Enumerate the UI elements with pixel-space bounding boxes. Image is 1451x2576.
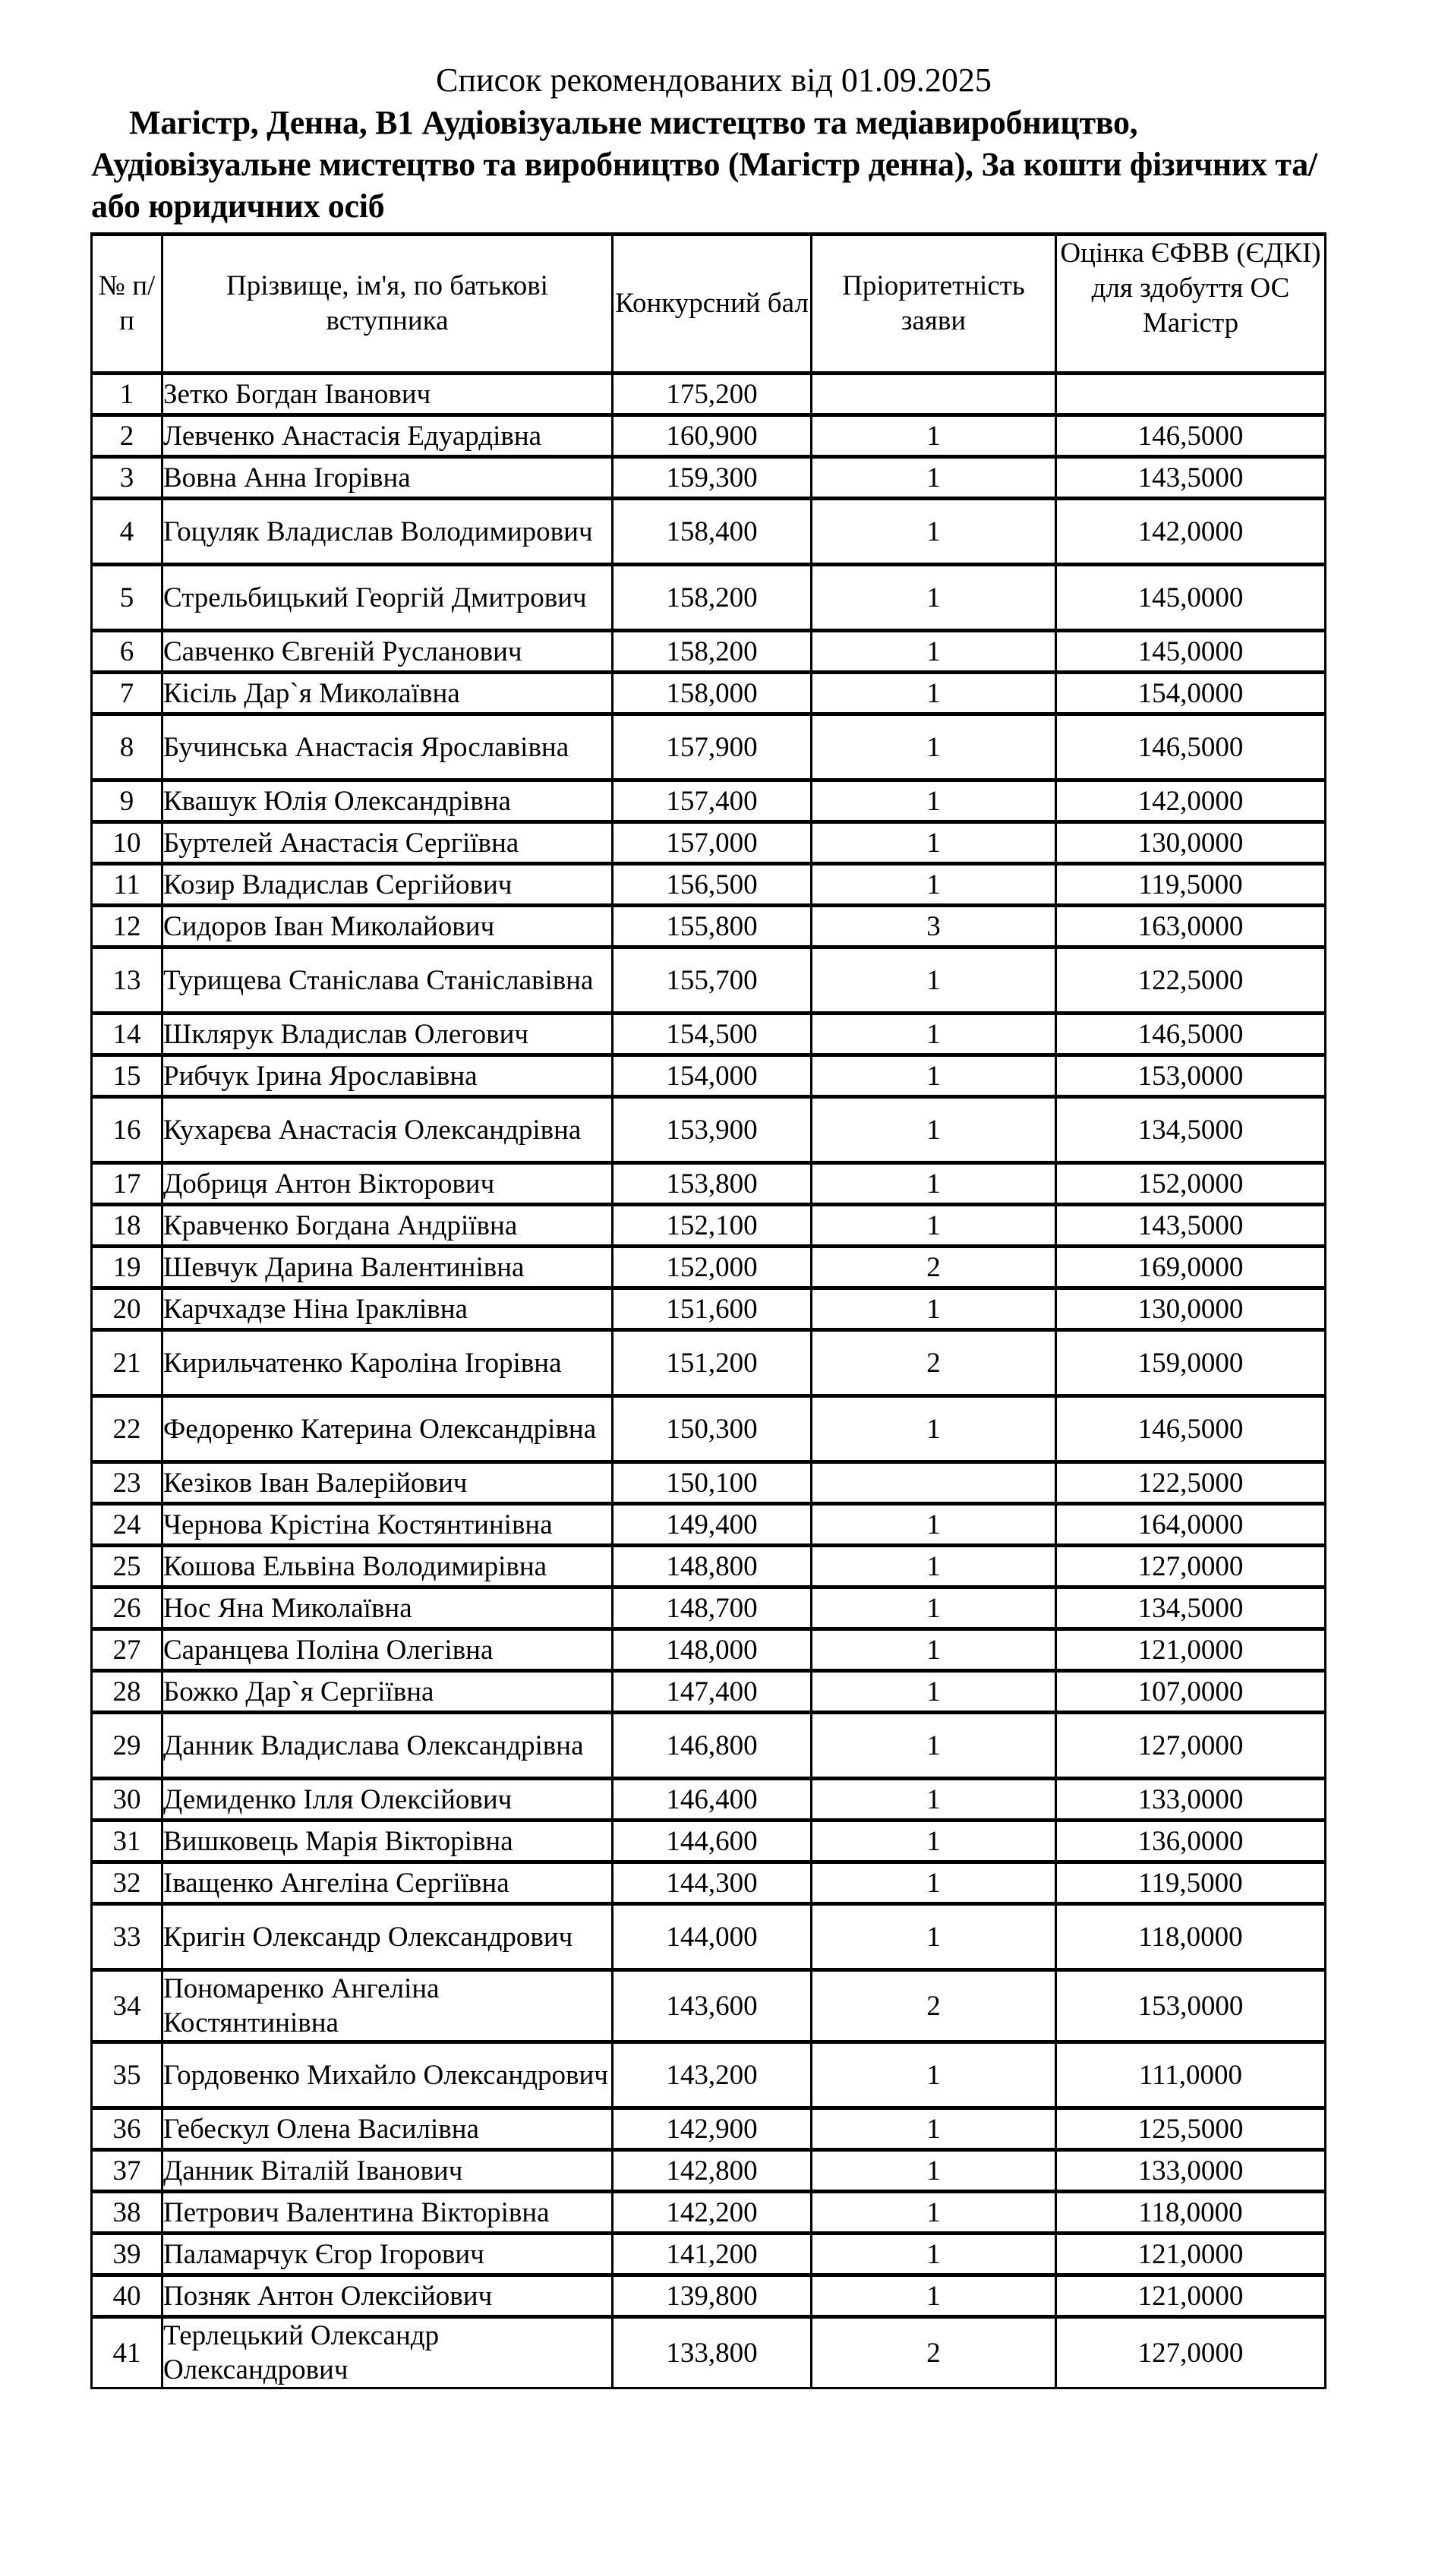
row-number: 24 [92,1504,162,1546]
table-row [92,1713,1326,1779]
exam-score: 136,0000 [1056,1821,1326,1862]
exam-score: 153,0000 [1056,1055,1326,1097]
applicant-name: Шклярук Владислав Олегович [162,1014,613,1055]
table-row [92,1330,1326,1396]
table-row [92,1014,1326,1055]
applicant-name: Буртелей Анастасія Сергіївна [162,822,613,864]
table-row [92,822,1326,864]
competitive-score: 154,000 [613,1055,812,1097]
competitive-score: 154,500 [613,1014,812,1055]
competitive-score: 142,900 [613,2108,812,2150]
exam-score: 159,0000 [1056,1330,1326,1396]
application-priority: 1 [812,1163,1056,1205]
exam-score: 133,0000 [1056,1779,1326,1821]
competitive-score: 152,000 [613,1247,812,1288]
applicant-name: Кирильчатенко Кароліна Ігорівна [162,1330,613,1396]
exam-score: 122,5000 [1056,1462,1326,1504]
row-number: 6 [92,631,162,673]
row-number: 26 [92,1588,162,1629]
exam-score: 118,0000 [1056,2192,1326,2234]
application-priority: 1 [812,631,1056,673]
competitive-score: 158,200 [613,631,812,673]
competitive-score: 148,800 [613,1546,812,1588]
competitive-score: 158,000 [613,673,812,714]
exam-score: 134,5000 [1056,1097,1326,1163]
applicant-name: Гебескул Олена Василівна [162,2108,613,2150]
exam-score: 163,0000 [1056,906,1326,947]
competitive-score: 148,700 [613,1588,812,1629]
applicant-name: Шевчук Дарина Валентинівна [162,1247,613,1288]
application-priority: 1 [812,780,1056,822]
competitive-score: 151,600 [613,1288,812,1330]
competitive-score: 158,200 [613,565,812,631]
competitive-score: 144,000 [613,1904,812,1970]
exam-score: 153,0000 [1056,1970,1326,2042]
row-number: 8 [92,714,162,780]
exam-score: 119,5000 [1056,1862,1326,1904]
application-priority: 1 [812,1546,1056,1588]
exam-score: 152,0000 [1056,1163,1326,1205]
exam-score: 146,5000 [1056,1396,1326,1462]
application-priority: 1 [812,1588,1056,1629]
application-priority: 1 [812,1821,1056,1862]
exam-score: 142,0000 [1056,499,1326,565]
applicant-name: Федоренко Катерина Олександрівна [162,1396,613,1462]
row-number: 5 [92,565,162,631]
applicant-name: Паламарчук Єгор Ігорович [162,2234,613,2275]
row-number: 7 [92,673,162,714]
application-priority: 2 [812,1247,1056,1288]
header-score: Конкурсний бал [613,235,812,374]
exam-score [1056,374,1326,415]
table-row [92,780,1326,822]
exam-score: 127,0000 [1056,1546,1326,1588]
table-row [92,1247,1326,1288]
application-priority: 1 [812,565,1056,631]
applicant-name: Турищева Станіслава Станіславівна [162,947,613,1014]
applicant-name: Гоцуляк Владислав Володимирович [162,499,613,565]
application-priority: 1 [812,822,1056,864]
exam-score: 146,5000 [1056,1014,1326,1055]
application-priority: 1 [812,1014,1056,1055]
applicant-name: Данник Владислава Олександрівна [162,1713,613,1779]
applicant-name: Демиденко Ілля Олексійович [162,1779,613,1821]
application-priority: 1 [812,1629,1056,1671]
applicant-name: Квашук Юлія Олександрівна [162,780,613,822]
row-number: 22 [92,1396,162,1462]
competitive-score: 144,300 [613,1862,812,1904]
table-row [92,374,1326,415]
row-number: 11 [92,864,162,906]
table-row [92,415,1326,457]
table-row [92,1629,1326,1671]
exam-score: 121,0000 [1056,2275,1326,2317]
table-row [92,1904,1326,1970]
application-priority: 1 [812,2042,1056,2108]
applicant-name: Левченко Анастасія Едуардівна [162,415,613,457]
table-row [92,906,1326,947]
application-priority: 1 [812,864,1056,906]
row-number: 37 [92,2150,162,2192]
exam-score: 121,0000 [1056,1629,1326,1671]
competitive-score: 139,800 [613,2275,812,2317]
applicant-name: Гордовенко Михайло Олександрович [162,2042,613,2108]
exam-score: 127,0000 [1056,1713,1326,1779]
table-row [92,1821,1326,1862]
row-number: 39 [92,2234,162,2275]
exam-score: 127,0000 [1056,2317,1326,2388]
competitive-score: 157,000 [613,822,812,864]
exam-score: 133,0000 [1056,2150,1326,2192]
applicant-name: Кошова Ельвіна Володимирівна [162,1546,613,1588]
exam-score: 146,5000 [1056,714,1326,780]
table-row [92,1862,1326,1904]
row-number: 14 [92,1014,162,1055]
row-number: 28 [92,1671,162,1713]
applicant-name: Сидоров Іван Миколайович [162,906,613,947]
applicant-name: Кравченко Богдана Андріївна [162,1205,613,1247]
application-priority: 1 [812,499,1056,565]
competitive-score: 133,800 [613,2317,812,2388]
competitive-score: 153,800 [613,1163,812,1205]
application-priority: 2 [812,2317,1056,2388]
document-title: Список рекомендованих від 01.09.2025 [436,61,992,99]
table-row [92,2317,1326,2388]
application-priority: 1 [812,2192,1056,2234]
application-priority: 1 [812,2108,1056,2150]
applicant-name: Пономаренко Ангеліна Костянтинівна [162,1970,613,2042]
application-priority: 1 [812,1097,1056,1163]
row-number: 3 [92,457,162,499]
applicant-name: Кісіль Дар`я Миколаївна [162,673,613,714]
applicant-name: Кухарєва Анастасія Олександрівна [162,1097,613,1163]
table-row [92,1462,1326,1504]
row-number: 31 [92,1821,162,1862]
application-priority: 1 [812,714,1056,780]
application-priority: 1 [812,947,1056,1014]
table-row [92,1970,1326,2042]
row-number: 15 [92,1055,162,1097]
competitive-score: 159,300 [613,457,812,499]
competitive-score: 146,400 [613,1779,812,1821]
application-priority: 1 [812,1288,1056,1330]
applicant-name: Савченко Євгеній Русланович [162,631,613,673]
applicant-name: Саранцева Поліна Олегівна [162,1629,613,1671]
competitive-score: 149,400 [613,1504,812,1546]
applicant-name: Вишковець Марія Вікторівна [162,1821,613,1862]
exam-score: 145,0000 [1056,565,1326,631]
row-number: 21 [92,1330,162,1396]
competitive-score: 153,900 [613,1097,812,1163]
table-row [92,2042,1326,2108]
competitive-score: 160,900 [613,415,812,457]
applicant-name: Добриця Антон Вікторович [162,1163,613,1205]
row-number: 27 [92,1629,162,1671]
exam-score: 164,0000 [1056,1504,1326,1546]
applicant-name: Кезіков Іван Валерійович [162,1462,613,1504]
table-row [92,1163,1326,1205]
exam-score: 134,5000 [1056,1588,1326,1629]
application-priority: 1 [812,457,1056,499]
exam-score: 143,5000 [1056,457,1326,499]
application-priority: 1 [812,2275,1056,2317]
table-row [92,1097,1326,1163]
table-row [92,1779,1326,1821]
document-subtitle: Магістр, Денна, В1 Аудіовізуальне мистецтво та медіавиробництво, Аудіовізуальне мистецтво та виробництво (Магістр денна), За кошти фізичних та/або юридичних осіб [91,104,1317,225]
row-number: 9 [92,780,162,822]
exam-score: 154,0000 [1056,673,1326,714]
row-number: 41 [92,2317,162,2388]
table-row [92,1205,1326,1247]
exam-score: 119,5000 [1056,864,1326,906]
row-number: 17 [92,1163,162,1205]
exam-score: 169,0000 [1056,1247,1326,1288]
exam-score: 118,0000 [1056,1904,1326,1970]
application-priority: 1 [812,1862,1056,1904]
table-row [92,1546,1326,1588]
table-row [92,1504,1326,1546]
application-priority: 1 [812,1205,1056,1247]
row-number: 18 [92,1205,162,1247]
row-number: 2 [92,415,162,457]
table-row [92,2108,1326,2150]
table-row [92,1588,1326,1629]
row-number: 20 [92,1288,162,1330]
row-number: 10 [92,822,162,864]
competitive-score: 144,600 [613,1821,812,1862]
applicant-name: Рибчук Ірина Ярославівна [162,1055,613,1097]
applicant-name: Позняк Антон Олексійович [162,2275,613,2317]
competitive-score: 157,900 [613,714,812,780]
competitive-score: 175,200 [613,374,812,415]
row-number: 4 [92,499,162,565]
application-priority: 1 [812,2234,1056,2275]
table-row [92,457,1326,499]
competitive-score: 146,800 [613,1713,812,1779]
applicant-name: Іващенко Ангеліна Сергіївна [162,1862,613,1904]
table-row [92,714,1326,780]
table-row [92,1055,1326,1097]
exam-score: 107,0000 [1056,1671,1326,1713]
application-priority: 3 [812,906,1056,947]
row-number: 32 [92,1862,162,1904]
application-priority: 1 [812,1904,1056,1970]
table-header-row [92,235,1326,374]
application-priority: 1 [812,1671,1056,1713]
row-number: 33 [92,1904,162,1970]
recommended-list-table [90,232,1326,2389]
exam-score: 143,5000 [1056,1205,1326,1247]
application-priority [812,374,1056,415]
application-priority: 1 [812,1713,1056,1779]
applicant-name: Вовна Анна Ігорівна [162,457,613,499]
competitive-score: 157,400 [613,780,812,822]
row-number: 29 [92,1713,162,1779]
applicant-name: Козир Владислав Сергійович [162,864,613,906]
table-row [92,565,1326,631]
application-priority: 1 [812,1055,1056,1097]
application-priority: 1 [812,1779,1056,1821]
row-number: 35 [92,2042,162,2108]
competitive-score: 148,000 [613,1629,812,1671]
applicant-name: Карчхадзе Ніна Іраклівна [162,1288,613,1330]
competitive-score: 142,800 [613,2150,812,2192]
application-priority [812,1462,1056,1504]
competitive-score: 152,100 [613,1205,812,1247]
row-number: 23 [92,1462,162,1504]
row-number: 13 [92,947,162,1014]
table-row [92,1288,1326,1330]
table-row [92,499,1326,565]
row-number: 12 [92,906,162,947]
header-priority: Пріоритетність заяви [812,235,1056,374]
row-number: 1 [92,374,162,415]
applicant-name: Бучинська Анастасія Ярославівна [162,714,613,780]
header-num: № п/п [92,235,162,374]
competitive-score: 147,400 [613,1671,812,1713]
row-number: 38 [92,2192,162,2234]
table-body [92,374,1326,2388]
table-row [92,631,1326,673]
table-row [92,1671,1326,1713]
table-row [92,2150,1326,2192]
exam-score: 122,5000 [1056,947,1326,1014]
exam-score: 142,0000 [1056,780,1326,822]
application-priority: 1 [812,1396,1056,1462]
row-number: 40 [92,2275,162,2317]
exam-score: 130,0000 [1056,822,1326,864]
applicant-name: Стрельбицький Георгій Дмитрович [162,565,613,631]
exam-score: 145,0000 [1056,631,1326,673]
table-row [92,864,1326,906]
row-number: 16 [92,1097,162,1163]
application-priority: 1 [812,2150,1056,2192]
competitive-score: 142,200 [613,2192,812,2234]
applicant-name: Данник Віталій Іванович [162,2150,613,2192]
competitive-score: 155,800 [613,906,812,947]
applicant-name: Терлецький Олександр Олександрович [162,2317,613,2388]
competitive-score: 158,400 [613,499,812,565]
competitive-score: 150,300 [613,1396,812,1462]
applicant-name: Божко Дар`я Сергіївна [162,1671,613,1713]
competitive-score: 151,200 [613,1330,812,1396]
application-priority: 1 [812,1504,1056,1546]
competitive-score: 141,200 [613,2234,812,2275]
table-row [92,673,1326,714]
table-row [92,947,1326,1014]
row-number: 36 [92,2108,162,2150]
application-priority: 1 [812,415,1056,457]
applicant-name: Петрович Валентина Вікторівна [162,2192,613,2234]
applicant-name: Кригін Олександр Олександрович [162,1904,613,1970]
row-number: 30 [92,1779,162,1821]
exam-score: 130,0000 [1056,1288,1326,1330]
exam-score: 125,5000 [1056,2108,1326,2150]
applicant-name: Зетко Богдан Іванович [162,374,613,415]
exam-score: 111,0000 [1056,2042,1326,2108]
competitive-score: 156,500 [613,864,812,906]
competitive-score: 150,100 [613,1462,812,1504]
header-name: Прізвище, ім'я, по батькові вступника [162,235,613,374]
applicant-name: Нос Яна Миколаївна [162,1588,613,1629]
exam-score: 146,5000 [1056,415,1326,457]
application-priority: 1 [812,673,1056,714]
title-block [91,59,1336,227]
table-row [92,1396,1326,1462]
table-row [92,2234,1326,2275]
competitive-score: 155,700 [613,947,812,1014]
application-priority: 2 [812,1970,1056,2042]
exam-score: 121,0000 [1056,2234,1326,2275]
application-priority: 2 [812,1330,1056,1396]
applicant-name: Чернова Крістіна Костянтинівна [162,1504,613,1546]
competitive-score: 143,200 [613,2042,812,2108]
competitive-score: 143,600 [613,1970,812,2042]
row-number: 34 [92,1970,162,2042]
table-row [92,2275,1326,2317]
row-number: 25 [92,1546,162,1588]
table-row [92,2192,1326,2234]
header-eval: Оцінка ЄФВВ (ЄДКІ) для здобуття ОС Магістр [1056,235,1326,374]
row-number: 19 [92,1247,162,1288]
